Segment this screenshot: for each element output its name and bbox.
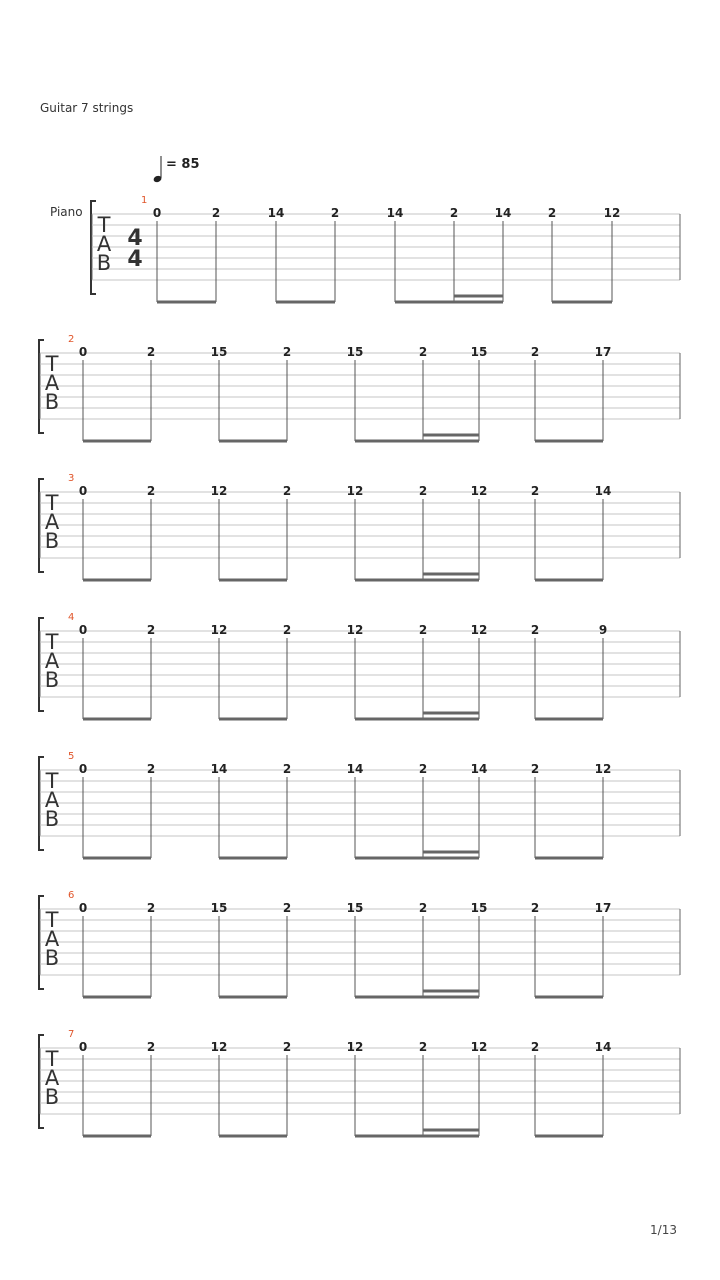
fret-number: 15 bbox=[210, 901, 228, 915]
fret-number: 12 bbox=[470, 623, 488, 637]
fret-number: 12 bbox=[210, 1040, 228, 1054]
fret-number: 2 bbox=[418, 623, 428, 637]
tab-clef-letter: B bbox=[44, 390, 60, 414]
tab-clef-letter: B bbox=[44, 1085, 60, 1109]
fret-number: 0 bbox=[78, 345, 88, 359]
fret-number: 12 bbox=[594, 762, 612, 776]
fret-number: 12 bbox=[346, 1040, 364, 1054]
tab-clef-letter: T bbox=[45, 491, 59, 515]
measure-number: 1 bbox=[141, 195, 148, 206]
fret-number: 2 bbox=[418, 762, 428, 776]
fret-number: 0 bbox=[78, 762, 88, 776]
instrument-label: Piano bbox=[50, 205, 83, 219]
fret-number: 2 bbox=[418, 1040, 428, 1054]
measure-number: 5 bbox=[68, 751, 75, 762]
tab-clef-letter: A bbox=[44, 788, 60, 812]
fret-number: 2 bbox=[418, 484, 428, 498]
fret-number: 2 bbox=[146, 1040, 156, 1054]
fret-number: 2 bbox=[146, 484, 156, 498]
fret-number: 2 bbox=[530, 484, 540, 498]
fret-number: 0 bbox=[152, 206, 162, 220]
fret-number: 2 bbox=[282, 1040, 292, 1054]
fret-number: 2 bbox=[282, 623, 292, 637]
measure-number: 6 bbox=[68, 890, 75, 901]
tab-clef-letter: B bbox=[96, 251, 112, 275]
time-signature-top: 4 bbox=[127, 226, 143, 251]
tab-clef-letter: A bbox=[44, 510, 60, 534]
fret-number: 14 bbox=[267, 206, 285, 220]
fret-number: 14 bbox=[594, 1040, 612, 1054]
fret-number: 15 bbox=[470, 901, 488, 915]
fret-number: 12 bbox=[346, 623, 364, 637]
fret-number: 12 bbox=[470, 484, 488, 498]
fret-number: 2 bbox=[449, 206, 459, 220]
tab-clef-letter: A bbox=[96, 232, 112, 256]
fret-number: 2 bbox=[530, 901, 540, 915]
fret-number: 2 bbox=[282, 484, 292, 498]
tab-clef-letter: B bbox=[44, 807, 60, 831]
fret-number: 0 bbox=[78, 623, 88, 637]
fret-number: 2 bbox=[211, 206, 221, 220]
fret-number: 14 bbox=[210, 762, 228, 776]
fret-number: 2 bbox=[530, 1040, 540, 1054]
tab-clef-letter: T bbox=[45, 1047, 59, 1071]
fret-number: 0 bbox=[78, 901, 88, 915]
tab-clef-letter: T bbox=[97, 213, 111, 237]
time-signature-bottom: 4 bbox=[127, 247, 143, 272]
fret-number: 2 bbox=[418, 345, 428, 359]
measure-number: 2 bbox=[68, 334, 75, 345]
fret-number: 14 bbox=[470, 762, 488, 776]
measure-number: 7 bbox=[68, 1029, 75, 1040]
fret-number: 14 bbox=[494, 206, 512, 220]
page-number: 1/13 bbox=[650, 1223, 677, 1237]
fret-number: 0 bbox=[78, 484, 88, 498]
fret-number: 0 bbox=[78, 1040, 88, 1054]
fret-number: 12 bbox=[210, 623, 228, 637]
tab-clef-letter: A bbox=[44, 649, 60, 673]
tab-clef-letter: A bbox=[44, 371, 60, 395]
fret-number: 2 bbox=[530, 623, 540, 637]
fret-number: 9 bbox=[598, 623, 608, 637]
measure-number: 3 bbox=[68, 473, 75, 484]
fret-number: 15 bbox=[210, 345, 228, 359]
tab-clef-letter: T bbox=[45, 352, 59, 376]
tab-clef-letter: T bbox=[45, 769, 59, 793]
fret-number: 2 bbox=[330, 206, 340, 220]
fret-number: 2 bbox=[146, 345, 156, 359]
tempo-value: = 85 bbox=[166, 157, 200, 172]
fret-number: 2 bbox=[282, 345, 292, 359]
tab-clef-letter: B bbox=[44, 668, 60, 692]
tab-clef-letter: T bbox=[45, 908, 59, 932]
fret-number: 12 bbox=[603, 206, 621, 220]
fret-number: 2 bbox=[146, 762, 156, 776]
tab-clef-letter: B bbox=[44, 529, 60, 553]
measure-number: 4 bbox=[68, 612, 75, 623]
fret-number: 2 bbox=[282, 762, 292, 776]
fret-number: 2 bbox=[418, 901, 428, 915]
fret-number: 2 bbox=[547, 206, 557, 220]
fret-number: 2 bbox=[282, 901, 292, 915]
fret-number: 2 bbox=[146, 623, 156, 637]
tab-clef-letter: T bbox=[45, 630, 59, 654]
fret-number: 17 bbox=[594, 345, 612, 359]
fret-number: 12 bbox=[346, 484, 364, 498]
fret-number: 2 bbox=[530, 345, 540, 359]
fret-number: 2 bbox=[146, 901, 156, 915]
fret-number: 15 bbox=[346, 345, 364, 359]
fret-number: 12 bbox=[470, 1040, 488, 1054]
fret-number: 17 bbox=[594, 901, 612, 915]
fret-number: 14 bbox=[346, 762, 364, 776]
fret-number: 15 bbox=[470, 345, 488, 359]
tab-clef-letter: A bbox=[44, 1066, 60, 1090]
score-title: Guitar 7 strings bbox=[40, 101, 134, 115]
tab-clef-letter: A bbox=[44, 927, 60, 951]
fret-number: 15 bbox=[346, 901, 364, 915]
fret-number: 12 bbox=[210, 484, 228, 498]
fret-number: 14 bbox=[594, 484, 612, 498]
fret-number: 2 bbox=[530, 762, 540, 776]
tab-clef-letter: B bbox=[44, 946, 60, 970]
fret-number: 14 bbox=[386, 206, 404, 220]
